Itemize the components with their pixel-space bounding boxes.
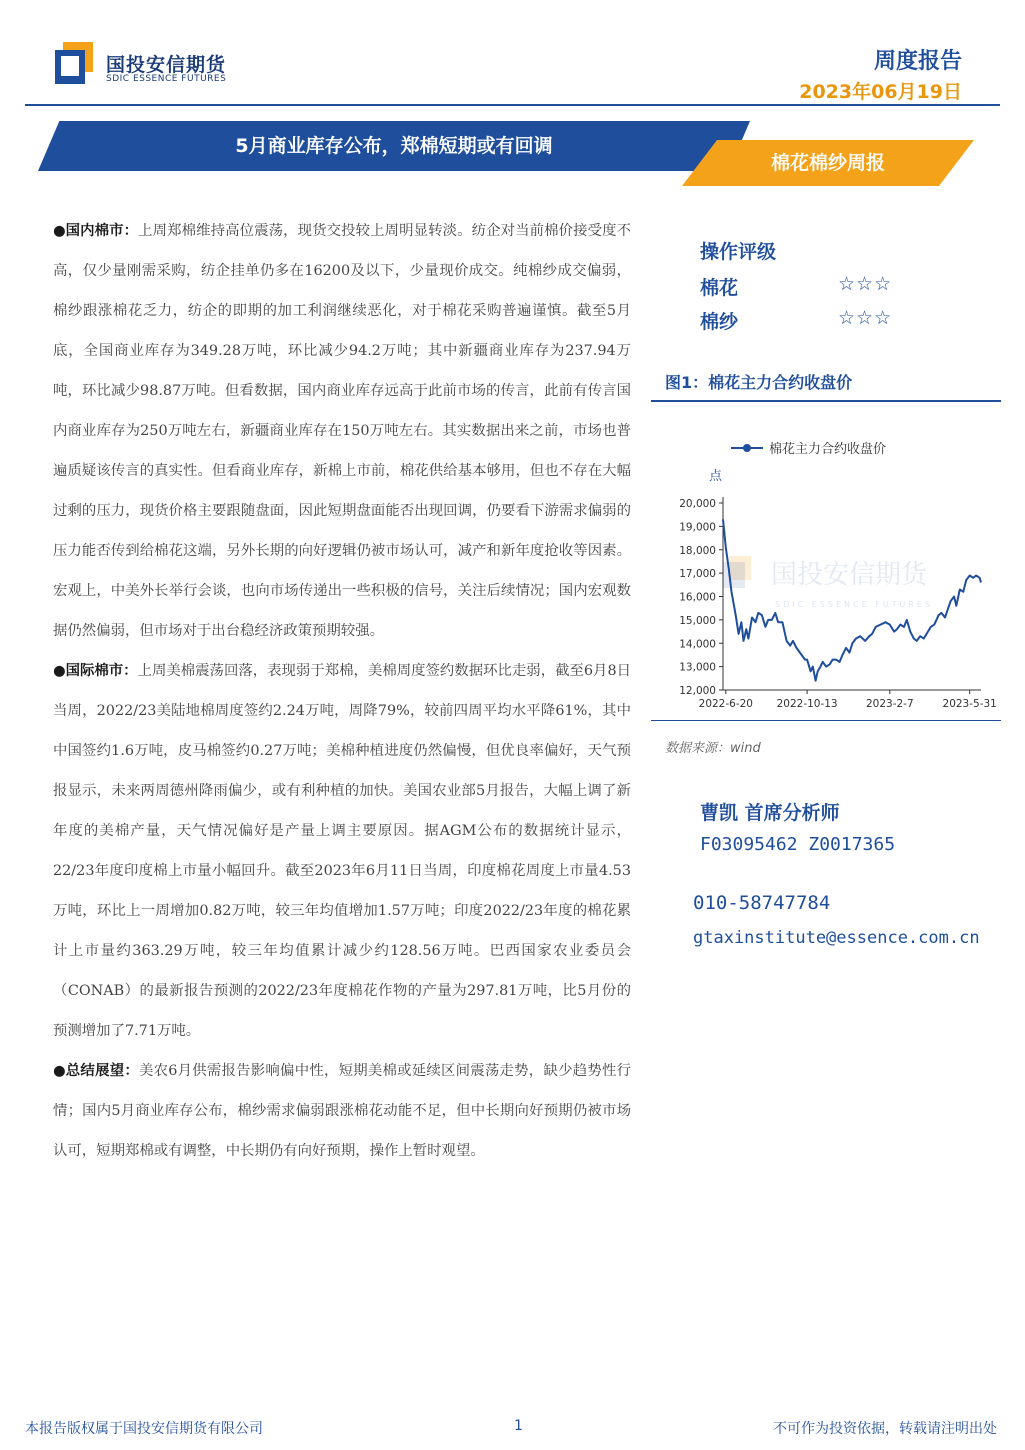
paragraph-text: 上周郑棉维持高位震荡，现货交投较上周明显转淡。纺企对当前棉价接受度不高，仅少量刚需采购，纺企挂单仍多在16200及以下，少量现价成交。纯棉纱成交偏弱，棉纱跟涨棉花乏力，纺企的即期的加工利润继续恶化，对于棉花采购普遍谨慎。截至5月底，全国商业库存为349.28万吨，环比减少94.2万吨；其中新疆商业库存为237.94万吨，环比减少98.87万吨。但看数据，国内商业库存远高于此前市场的传言，此前有传言国内商业库存为250万吨左右，新疆商业库存在150万吨左右。其实数据出来之前，市场也普遍质疑该传言的真实性。但看商业库存，新棉上市前，棉花供给基本够用，但也不存在大幅过剩的压力，现货价格主要跟随盘面，因此短期盘面能否出现回调，仍要看下游需求偏弱的压力能否传到给棉花这端，另外长期的向好逻辑仍被市场认可，减产和新年度抢收等因素。宏观上，中美外长举行会谈，也向市场传递出一些积极的信号，关注后续情况；国内宏观数据仍然偏弱，但市场对于出台稳经济政策预期较强。 (53, 223, 631, 639)
rating-label: 棉纱 (700, 311, 739, 333)
analyst-name: 曹凯 首席分析师 (700, 802, 840, 824)
y-tick-label: 20,000 (679, 498, 716, 510)
rating-title: 操作评级 (700, 241, 777, 263)
y-tick-label: 18,000 (679, 544, 716, 557)
header-divider (25, 104, 1000, 106)
page-number: 1 (514, 1418, 523, 1434)
paragraph-heading: ●国际棉市： (53, 662, 138, 679)
y-tick-label: 13,000 (679, 661, 716, 674)
footer-disclaimer: 不可作为投资依据，转载请注明出处 (773, 1421, 997, 1437)
legend-marker-icon (743, 444, 751, 452)
y-axis-unit: 点 (709, 469, 723, 484)
figure-title: 图1：棉花主力合约收盘价 (665, 373, 853, 392)
paragraph-domestic (53, 211, 631, 651)
footer-copyright: 本报告版权属于国投安信期货有限公司 (25, 1421, 263, 1437)
chart-watermark (723, 556, 933, 609)
y-tick-label: 14,000 (679, 638, 716, 651)
data-source: 数据来源：wind (665, 741, 761, 756)
paragraph-heading: ●总结展望： (53, 1062, 139, 1079)
rating-label: 棉花 (700, 277, 739, 299)
y-tick-label: 19,000 (679, 521, 716, 534)
contact-email: gtaxinstitute@essence.com.cn (693, 928, 980, 948)
chart-legend (731, 441, 886, 457)
contact-phone: 010-58747784 (693, 892, 831, 914)
watermark-subtext: SDIC ESSENCE FUTURES (775, 600, 934, 609)
report-category: 棉花棉纱周报 (770, 152, 885, 174)
paragraph-text: 上周美棉震荡回落，表现弱于郑棉，美棉周度签约数据环比走弱，截至6月8日当周，2022/23美陆地棉周度签约2.24万吨，周降79%，较前四周平均水平降61%，其中中国签约1.6万吨，皮马棉签约0.27万吨；美棉种植进度仍然偏慢，但优良率偏好，天气预报显示，未来两周德州降雨偏少，或有利种植的加快。美国农业部5月报告，大幅上调了新年度的美棉产量，天气情况偏好是产量上调主要原因。据AGM公布的数据统计显示，22/23年度印度棉上市量小幅回升。截至2023年6月11日当周，印度棉花周度上市量4.53万吨，环比上一周增加0.82万吨，较三年均值增加1.57万吨；印度2022/23年度的棉花累计上市量约363.29万吨，较三年均值累计减少约128.56万吨。巴西国家农业委员会（CONAB）的最新报告预测的2022/23年度棉花作物的产量为297.81万吨，比5月份的预测增加了7.71万吨。 (53, 663, 631, 1039)
paragraph-text: 美农6月供需报告影响偏中性，短期美棉或延续区间震荡走势，缺少趋势性行情；国内5月商业库存公布，棉纱需求偏弱跟涨棉花动能不足，但中长期向好预期仍被市场认可，短期郑棉或有调整，中长期仍有向好预期，操作上暂时观望。 (53, 1063, 631, 1159)
figure-divider-bottom (651, 720, 1001, 721)
rating-row-cotton (700, 273, 910, 300)
rating-stars-icon: ☆☆☆ (838, 273, 893, 295)
legend-label: 棉花主力合约收盘价 (769, 442, 887, 457)
x-tick-label: 2023-2-7 (865, 698, 914, 710)
x-tick-label: 2022-6-20 (698, 698, 753, 710)
logo-text: 国投安信期货 (106, 54, 227, 76)
rating-row-yarn (700, 307, 910, 334)
analyst-license: F03095462 Z0017365 (700, 834, 896, 855)
y-tick-label: 17,000 (679, 568, 716, 581)
report-date: 2023年06月19日 (799, 81, 962, 103)
y-tick-label: 15,000 (679, 614, 716, 627)
price-line-chart (651, 425, 1001, 718)
watermark-logo-icon (723, 562, 745, 588)
paragraph-summary (53, 1051, 631, 1171)
watermark-text: 国投安信期货 (771, 560, 928, 590)
figure-divider-top (651, 400, 1001, 402)
report-body (53, 211, 631, 1171)
report-type: 周度报告 (873, 49, 962, 74)
y-tick-label: 12,000 (679, 685, 716, 697)
y-tick-label: 16,000 (679, 591, 716, 604)
report-title: 5月商业库存公布，郑棉短期或有回调 (235, 135, 553, 157)
logo-subtext: SDIC ESSENCE FUTURES (106, 74, 227, 84)
x-tick-label: 2022-10-13 (776, 698, 838, 710)
rating-stars-icon: ☆☆☆ (838, 307, 893, 329)
paragraph-heading: ●国内棉市： (53, 222, 139, 239)
x-tick-label: 2023-5-31 (942, 698, 997, 710)
company-logo-icon (55, 42, 97, 84)
paragraph-international (53, 651, 631, 1051)
